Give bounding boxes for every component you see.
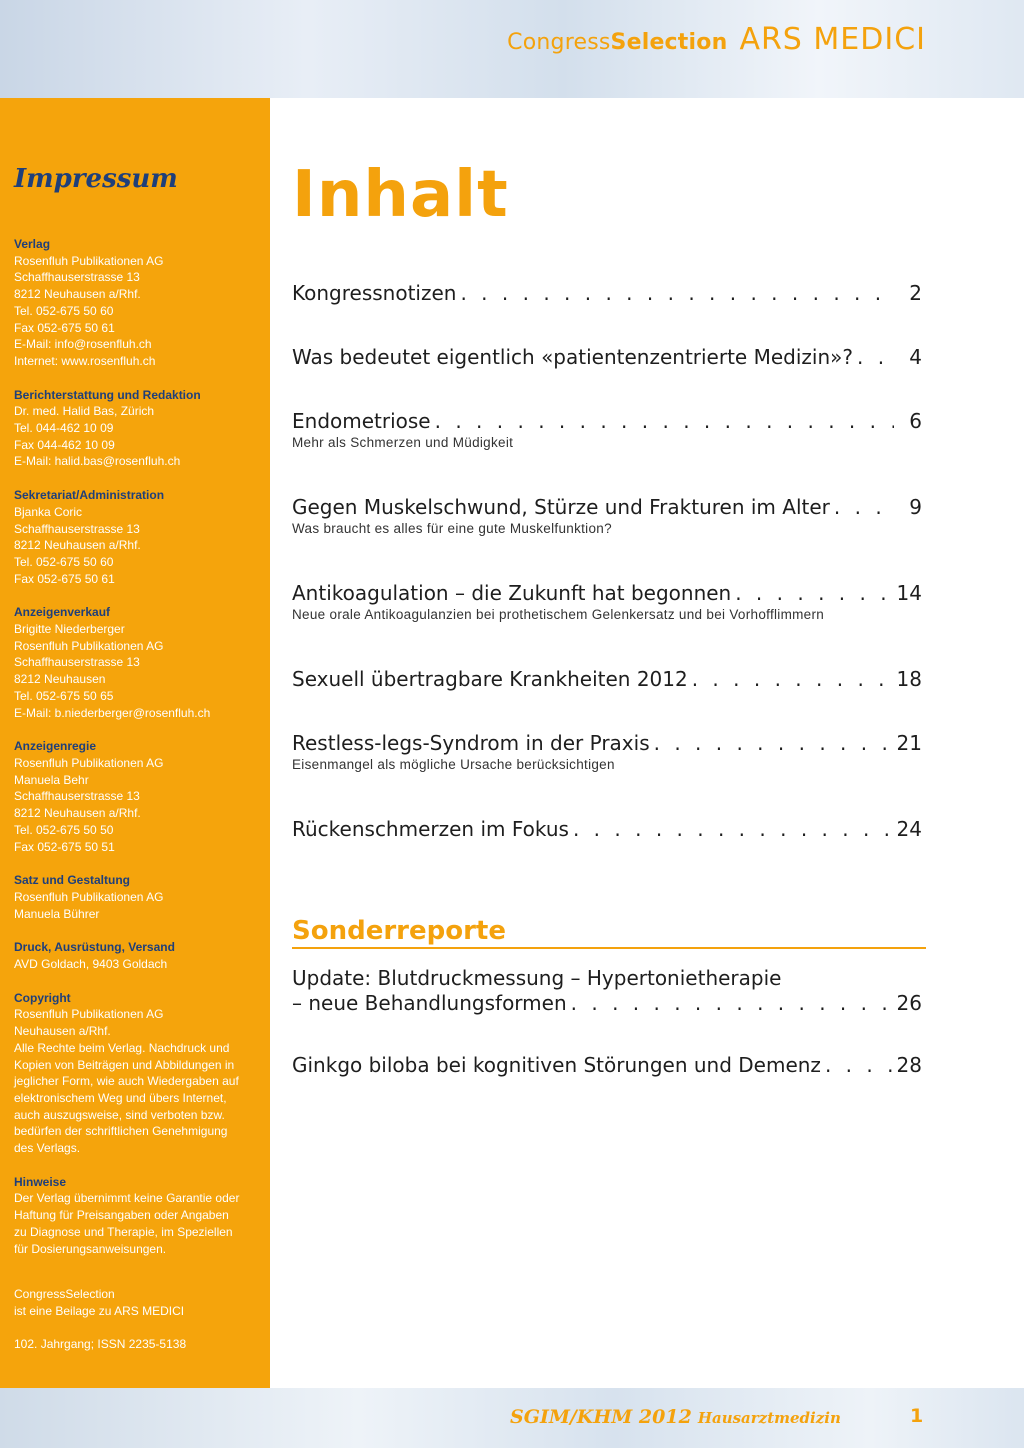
toc-title: Kongressnotizen: [292, 281, 457, 305]
impressum-heading: Druck, Ausrüstung, Versand: [14, 940, 175, 955]
footer-publication-subtitle: Hausarztmedizin: [697, 1409, 841, 1427]
toc-entry: [292, 666, 922, 692]
footer-publication: [510, 1406, 841, 1428]
toc-subtitle: Mehr als Schmerzen und Müdigkeit: [292, 435, 514, 450]
impressum-title: Impressum: [14, 164, 178, 194]
impressum-line: Fax 052-675 50 51: [14, 839, 115, 854]
impressum-line: jeglicher Form, wie auch Wiedergaben auf: [14, 1074, 239, 1089]
toc-subtitle: Eisenmangel als mögliche Ursache berücksichtigen: [292, 757, 615, 772]
impressum-line: Tel. 052-675 50 65: [14, 688, 114, 703]
impressum-body: [14, 236, 262, 1274]
impressum-line: Bjanka Coric: [14, 504, 83, 519]
impressum-heading: Verlag: [14, 237, 51, 251]
toc-row: [292, 730, 922, 756]
impressum-line: AVD Goldach, 9403 Goldach: [14, 957, 168, 972]
impressum-heading: Hinweise: [14, 1174, 67, 1189]
sonderreport-title-line: Update: Blutdruckmessung – Hypertonietherapie: [292, 966, 782, 990]
toc-subtitle: Was braucht es alles für eine gute Muskelfunktion?: [292, 521, 612, 536]
toc-entry: [292, 494, 922, 536]
impressum-line: Rosenfluh Publikationen AG: [14, 889, 164, 904]
impressum-line: Schaffhauserstrasse 13: [14, 789, 140, 804]
impressum-section: [14, 236, 262, 370]
impressum-line: Tel. 052-675 50 60: [14, 303, 114, 318]
impressum-line: für Dosierungsanweisungen.: [14, 1241, 167, 1256]
toc-title: Endometriose: [292, 409, 431, 433]
impressum-line: 8212 Neuhausen a/Rhf.: [14, 806, 141, 821]
impressum-line: Rosenfluh Publikationen AG: [14, 638, 164, 653]
impressum-line: zu Diagnose und Therapie, im Speziellen: [14, 1224, 233, 1239]
impressum-section: [14, 1174, 262, 1258]
impressum-line: Fax 052-675 50 61: [14, 571, 115, 586]
impressum-footer-line: CongressSelection: [14, 1287, 115, 1301]
toc-leader-dots: [571, 990, 893, 1016]
brand-congress-selection: CongressSelection: [507, 30, 728, 55]
toc-row: [292, 1052, 922, 1078]
toc-row: [292, 344, 922, 370]
impressum-line: Rosenfluh Publikationen AG: [14, 755, 164, 770]
toc-row: [292, 494, 922, 520]
impressum-line: Tel. 052-675 50 50: [14, 822, 114, 837]
toc-title: Sexuell übertragbare Krankheiten 2012: [292, 667, 688, 691]
toc-row: [292, 280, 922, 306]
impressum-line: Tel. 052-675 50 60: [14, 554, 114, 569]
toc-leader-dots: [857, 344, 894, 370]
impressum-section: [14, 990, 262, 1157]
impressum-section: [14, 487, 262, 587]
toc-entry: [292, 344, 922, 370]
toc-title: Was bedeutet eigentlich «patientenzentrierte Medizin»?: [292, 345, 853, 369]
sonderreport-entry: [292, 966, 922, 1016]
toc-page-number: 18: [896, 667, 922, 691]
impressum-line: E-Mail: info@rosenfluh.ch: [14, 337, 152, 352]
impressum-line: Der Verlag übernimmt keine Garantie oder: [14, 1191, 240, 1206]
toc-page-number: 6: [909, 409, 922, 433]
toc-page-number: 4: [909, 345, 922, 369]
page-number: 1: [910, 1405, 924, 1427]
impressum-line: E-Mail: halid.bas@rosenfluh.ch: [14, 454, 181, 469]
impressum-section: [14, 939, 262, 972]
impressum-section: [14, 604, 262, 721]
toc-entry: [292, 730, 922, 772]
impressum-line: Fax 044-462 10 09: [14, 437, 115, 452]
impressum-section: [14, 738, 262, 855]
toc-page-number: 2: [909, 281, 922, 305]
impressum-heading: Sekretariat/Administration: [14, 488, 165, 503]
impressum-line: Schaffhauserstrasse 13: [14, 270, 140, 285]
impressum-line: Manuela Bührer: [14, 906, 100, 921]
impressum-footer-line: [14, 1319, 262, 1336]
impressum-line: Fax 052-675 50 61: [14, 320, 115, 335]
toc-row: [292, 666, 922, 692]
impressum-line: Schaffhauserstrasse 13: [14, 521, 140, 536]
toc-title: Restless-legs-Syndrom in der Praxis: [292, 731, 650, 755]
toc-page-number: 26: [896, 991, 922, 1015]
toc-row: [292, 408, 922, 434]
toc-title: – neue Behandlungsformen: [292, 991, 567, 1015]
page-title: Inhalt: [292, 158, 509, 232]
impressum-line: 8212 Neuhausen: [14, 672, 106, 687]
toc-leader-dots: [735, 580, 892, 606]
toc-title: Gegen Muskelschwund, Stürze und Frakturen im Alter: [292, 495, 830, 519]
impressum-line: Tel. 044-462 10 09: [14, 421, 114, 436]
toc-leader-dots: [573, 816, 893, 842]
impressum-footer: [14, 1286, 262, 1353]
impressum-line: Internet: www.rosenfluh.ch: [14, 353, 156, 368]
sonderreporte-heading: Sonderreporte: [292, 916, 926, 949]
toc-title: Antikoagulation – die Zukunft hat begonnen: [292, 581, 732, 605]
impressum-line: Schaffhauserstrasse 13: [14, 655, 140, 670]
impressum-line: Haftung für Preisangaben oder Angaben: [14, 1208, 229, 1223]
toc-page-number: 14: [896, 581, 922, 605]
toc-page-number: 28: [896, 1053, 922, 1077]
impressum-line: Kopien von Beiträgen und Abbildungen in: [14, 1057, 235, 1072]
sonderreport-entry: [292, 1052, 922, 1078]
toc-subtitle: Neue orale Antikoagulanzien bei prothetischem Gelenkersatz und bei Vorhofflimmern: [292, 607, 825, 622]
toc-row: [292, 816, 922, 842]
toc-row: [292, 990, 922, 1016]
impressum-line: 8212 Neuhausen a/Rhf.: [14, 287, 141, 302]
toc-entry: [292, 408, 922, 450]
toc-leader-dots: [435, 408, 894, 434]
impressum-sidebar: [0, 98, 270, 1388]
toc-entry: [292, 580, 922, 622]
impressum-footer-line: 102. Jahrgang; ISSN 2235-5138: [14, 1337, 187, 1352]
impressum-heading: Satz und Gestaltung: [14, 873, 131, 888]
impressum-footer-line: ist eine Beilage zu ARS MEDICI: [14, 1303, 185, 1318]
impressum-heading: Anzeigenverkauf: [14, 605, 111, 620]
impressum-line: E-Mail: b.niederberger@rosenfluh.ch: [14, 705, 211, 720]
toc-entry: [292, 816, 922, 842]
toc-page-number: 9: [909, 495, 922, 519]
impressum-line: des Verlags.: [14, 1141, 81, 1156]
impressum-line: Manuela Behr: [14, 772, 89, 787]
toc-page-number: 24: [896, 817, 922, 841]
impressum-line: bedürfen der schriftlichen Genehmigung: [14, 1124, 228, 1139]
toc-row: [292, 580, 922, 606]
toc-entry: [292, 280, 922, 306]
impressum-heading: Anzeigenregie: [14, 739, 97, 754]
toc-leader-dots: [825, 1052, 893, 1078]
toc-leader-dots: [692, 666, 893, 692]
impressum-line: Rosenfluh Publikationen AG: [14, 253, 164, 268]
toc-title: Ginkgo biloba bei kognitiven Störungen und Demenz: [292, 1053, 821, 1077]
impressum-line: Neuhausen a/Rhf.: [14, 1024, 111, 1039]
impressum-line: Alle Rechte beim Verlag. Nachdruck und: [14, 1040, 230, 1055]
footer-publication-title: SGIM/KHM 2012: [510, 1406, 692, 1428]
toc-page-number: 21: [896, 731, 922, 755]
impressum-line: Brigitte Niederberger: [14, 622, 125, 637]
impressum-line: 8212 Neuhausen a/Rhf.: [14, 538, 141, 553]
impressum-line: elektronischem Weg und übers Internet,: [14, 1090, 227, 1105]
brand-ars-medici: ARS MEDICI: [739, 22, 926, 57]
impressum-section: [14, 872, 262, 922]
impressum-line: auch auszugsweise, sind verboten bzw.: [14, 1107, 225, 1122]
toc-leader-dots: [460, 280, 894, 306]
impressum-heading: Berichterstattung und Redaktion: [14, 387, 201, 402]
impressum-section: [14, 387, 262, 471]
impressum-heading: Copyright: [14, 990, 71, 1005]
toc-leader-dots: [834, 494, 894, 520]
brand-logo: [507, 22, 926, 57]
toc-leader-dots: [654, 730, 893, 756]
toc-title: Rückenschmerzen im Fokus: [292, 817, 569, 841]
impressum-line: Rosenfluh Publikationen AG: [14, 1007, 164, 1022]
impressum-line: Dr. med. Halid Bas, Zürich: [14, 404, 155, 419]
